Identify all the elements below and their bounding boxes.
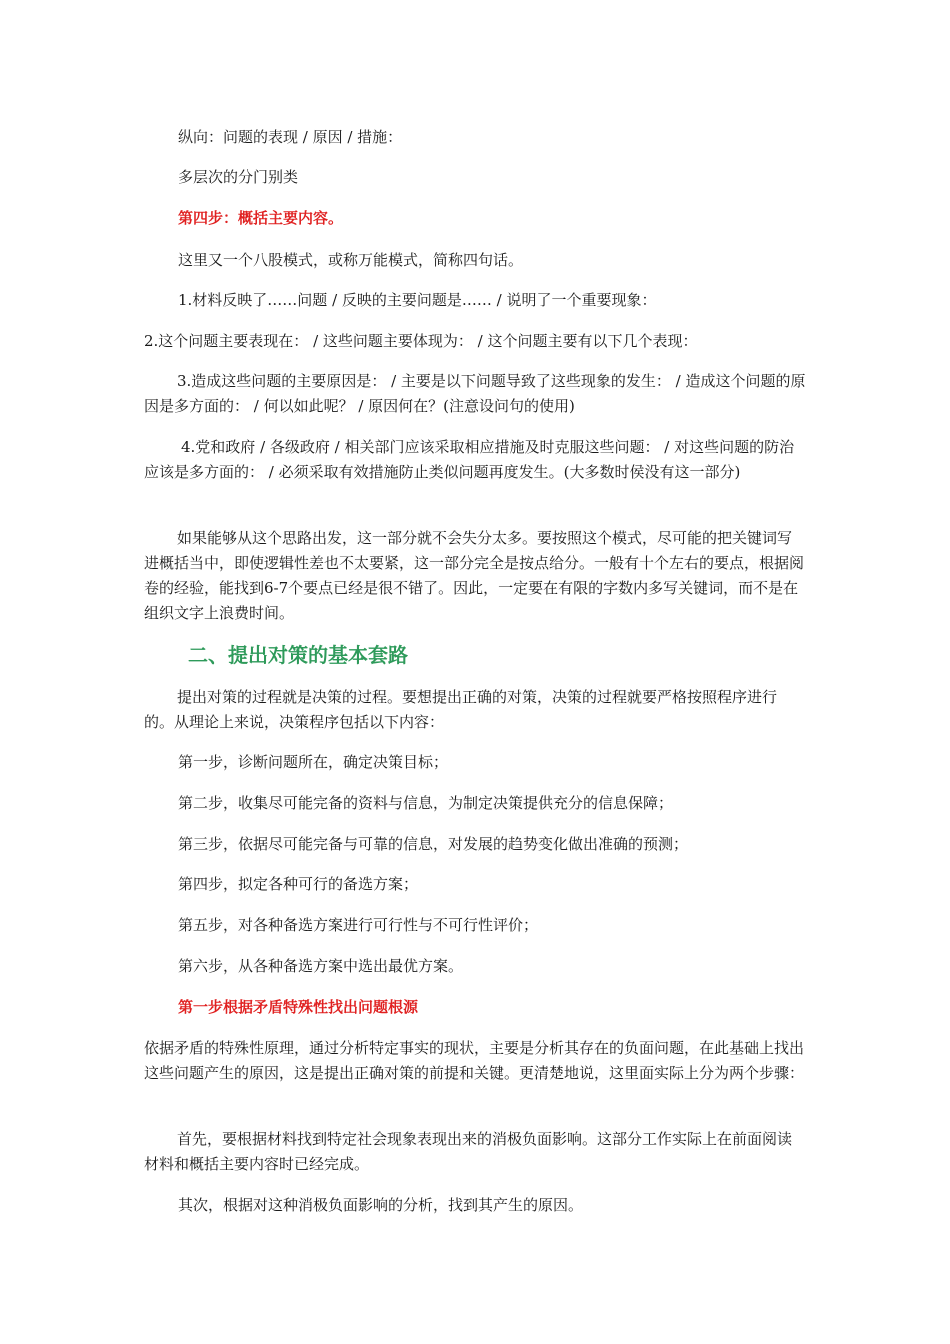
paragraph-second: 其次，根据对这种消极负面影响的分析，找到其产生的原因。	[178, 1196, 584, 1214]
list-item-2: 2.这个问题主要表现在： / 这些问题主要体现为： / 这个问题主要有以下几个表现：	[144, 332, 698, 350]
paragraph-approach: 如果能够从这个思路出发，这一部分就不会失分太多。要按照这个模式，尽可能的把关键词写进概括当中，即使逻辑性差也不太要紧，这一部分完全是按点给分。一般有十个左右的要点，根据阅卷的经验，能找到6-7个要点已经是很不错了。因此，一定要在有限的字数内多写关键词，而不是在组织文字上浪费时间。	[144, 529, 805, 622]
paragraph-categories: 多层次的分门别类	[178, 168, 299, 186]
list-item-3: 3.造成这些问题的主要原因是： / 主要是以下问题导致了这些现象的发生： / 造成这个问题的原因是多方面的： / 何以如此呢？ / 原因何在？(注意设问句的使用)	[144, 372, 806, 415]
decision-step-3: 第三步，依据尽可能完备与可靠的信息，对发展的趋势变化做出准确的预测；	[178, 835, 689, 853]
decision-step-1: 第一步，诊断问题所在，确定决策目标；	[178, 753, 449, 771]
paragraph-decision: 提出对策的过程就是决策的过程。要想提出正确的对策，决策的过程就要严格按照程序进行的。从理论上来说，决策程序包括以下内容：	[144, 688, 778, 731]
paragraph-vertical: 纵向：问题的表现 / 原因 / 措施：	[178, 128, 403, 146]
paragraph-contradiction: 依据矛盾的特殊性原理，通过分析特定事实的现状，主要是分析其存在的负面问题，在此基础上找出这些问题产生的原因，这是提出正确对策的前提和关键。更清楚地说，这里面实际上分为两个步骤：	[144, 1039, 805, 1082]
decision-step-4: 第四步，拟定各种可行的备选方案；	[178, 875, 419, 893]
decision-step-5: 第五步，对各种备选方案进行可行性与不可行性评价；	[178, 916, 539, 934]
decision-step-2: 第二步，收集尽可能完备的资料与信息，为制定决策提供充分的信息保障；	[178, 794, 674, 812]
list-item-1: 1.材料反映了……问题 / 反映的主要问题是…… / 说明了一个重要现象：	[178, 291, 657, 309]
step4-title: 第四步：概括主要内容。	[178, 209, 344, 227]
paragraph-four-sentences: 这里又一个八股模式，或称万能模式，简称四句话。	[178, 251, 524, 269]
list-item-4: 4.党和政府 / 各级政府 / 相关部门应该采取相应措施及时克服这些问题： / 对这些问题的防治应该是多方面的： / 必须采取有效措施防止类似问题再度发生。(大多数时侯没有这一部分)	[144, 438, 795, 481]
step1-title: 第一步根据矛盾特殊性找出问题根源	[178, 998, 419, 1016]
paragraph-first: 首先，要根据材料找到特定社会现象表现出来的消极负面影响。这部分工作实际上在前面阅读材料和概括主要内容时已经完成。	[144, 1130, 793, 1173]
section-heading: 二、提出对策的基本套路	[188, 643, 408, 667]
decision-step-6: 第六步，从各种备选方案中选出最优方案。	[178, 957, 464, 975]
